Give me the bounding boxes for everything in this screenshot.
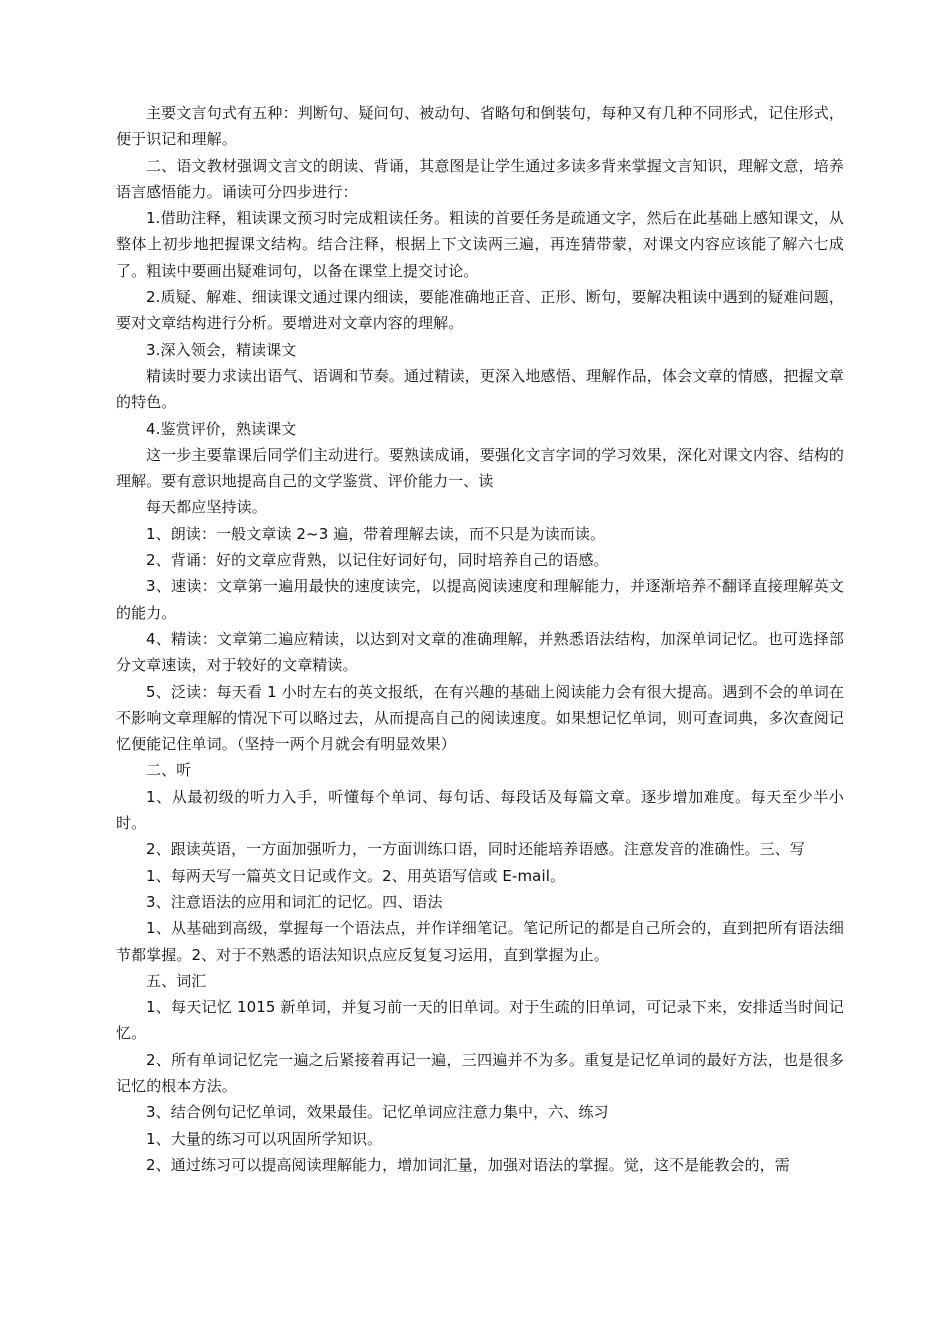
paragraph-writing-1: 1、每两天写一篇英文日记或作文。2、用英语写信或 E-mail。 xyxy=(146,866,566,885)
paragraph-listening-1: 1、从最初级的听力入手，听懂每个单词、每句话、每段话及每篇文章。逐步增加难度。每天至少半小时。 xyxy=(116,787,844,833)
paragraph-vocabulary-heading: 五、词汇 xyxy=(146,971,207,990)
paragraph-step-3-body: 精读时要力求读出语气、语调和节奏。通过精读，更深入地感悟、理解作品，体会文章的情感，把握文章的特色。 xyxy=(116,366,844,412)
paragraph-listening-2: 2、跟读英语，一方面加强听力，一方面训练口语，同时还能培养语感。注意发音的准确性。三、写 xyxy=(146,840,805,859)
paragraph-practice-1: 1、大量的练习可以巩固所学知识。 xyxy=(146,1129,383,1148)
paragraph-vocabulary-3: 3、结合例句记忆单词，效果最佳。记忆单词应注意力集中，六、练习 xyxy=(146,1103,609,1122)
paragraph-speed-reading: 3、速读：文章第一遍用最快的速度读完，以提高阅读速度和理解能力，并逐渐培养不翻译直接理解英文的能力。 xyxy=(116,577,844,622)
paragraph-practice-2: 2、通过练习可以提高阅读理解能力，增加词汇量，加强对语法的掌握。觉，这不是能教会的，需 xyxy=(146,1155,790,1174)
paragraph-reading-reciting: 二、语文教材强调文言文的朗读、背诵，其意图是让学生通过多读多背来掌握文言知识，理解文意，培养语言感悟能力。诵读可分四步进行： xyxy=(116,156,844,201)
paragraph-step-1: 1.借助注释，粗读课文预习时完成粗读任务。粗读的首要任务是疏通文字，然后在此基础上感知课文，从整体上初步地把握课文结构。结合注释，根据上下文读两三遍，再连猜带蒙，对课文内容应该能了解六七成了。粗读中要画出疑难词句，以备在课堂上提交讨论。 xyxy=(116,209,844,280)
paragraph-extensive-reading: 5、泛读：每天看 1 小时左右的英文报纸，在有兴趣的基础上阅读能力会有很大提高。遇到不会的单词在不影响文章理解的情况下可以略过去，从而提高自己的阅读速度。如果想记忆单词，则可查词典，多次查阅记忆便能记住单词。（坚持一两个月就会有明显效果） xyxy=(116,682,844,754)
paragraph-read-aloud: 1、朗读：一般文章读 2~3 遍，带着理解去读，而不只是为读而读。 xyxy=(146,524,606,543)
paragraph-listening-heading: 二、听 xyxy=(146,761,192,780)
document-body xyxy=(116,100,844,1178)
paragraph-writing-3: 3、注意语法的应用和词汇的记忆。四、语法 xyxy=(146,892,443,911)
paragraph-step-2: 2.质疑、解难、细读课文通过课内细读，要能准确地正音、正形、断句，要解决粗读中遇到的疑难问题，要对文章结构进行分析。要增进对文章内容的理解。 xyxy=(116,288,844,333)
paragraph-intensive-reading: 4、精读：文章第二遍应精读，以达到对文章的准确理解，并熟悉语法结构，加深单词记忆。也可选择部分文章速读，对于较好的文章精读。 xyxy=(116,629,844,675)
paragraph-recite: 2、背诵：好的文章应背熟，以记住好词好句，同时培养自己的语感。 xyxy=(146,551,609,570)
paragraph-daily-reading: 每天都应坚持读。 xyxy=(146,498,267,517)
paragraph-vocabulary-1: 1、每天记忆 1015 新单词，并复习前一天的旧单词。对于生疏的旧单词，可记录下来，安排适当时间记忆。 xyxy=(116,998,844,1043)
paragraph-vocabulary-2: 2、所有单词记忆完一遍之后紧接着再记一遍，三四遍并不为多。重复是记忆单词的最好方法，也是很多记忆的根本方法。 xyxy=(116,1050,844,1095)
paragraph-step-4-body: 这一步主要靠课后同学们主动进行。要熟读成诵，要强化文言字词的学习效果，深化对课文内容、结构的理解。要有意识地提高自己的文学鉴赏、评价能力一、读 xyxy=(116,445,844,491)
paragraph-step-4-heading: 4.鉴赏评价，熟读课文 xyxy=(146,419,297,438)
paragraph-sentence-patterns: 主要文言句式有五种：判断句、疑问句、被动句、省略句和倒装句，每种又有几种不同形式，记住形式，便于识记和理解。 xyxy=(116,104,844,149)
paragraph-grammar: 1、从基础到高级，掌握每一个语法点，并作详细笔记。笔记所记的都是自己所会的，直到把所有语法细节都掌握。2、对于不熟悉的语法知识点应反复复习运用，直到掌握为止。 xyxy=(116,919,844,964)
paragraph-step-3-heading: 3.深入领会，精读课文 xyxy=(146,340,297,359)
